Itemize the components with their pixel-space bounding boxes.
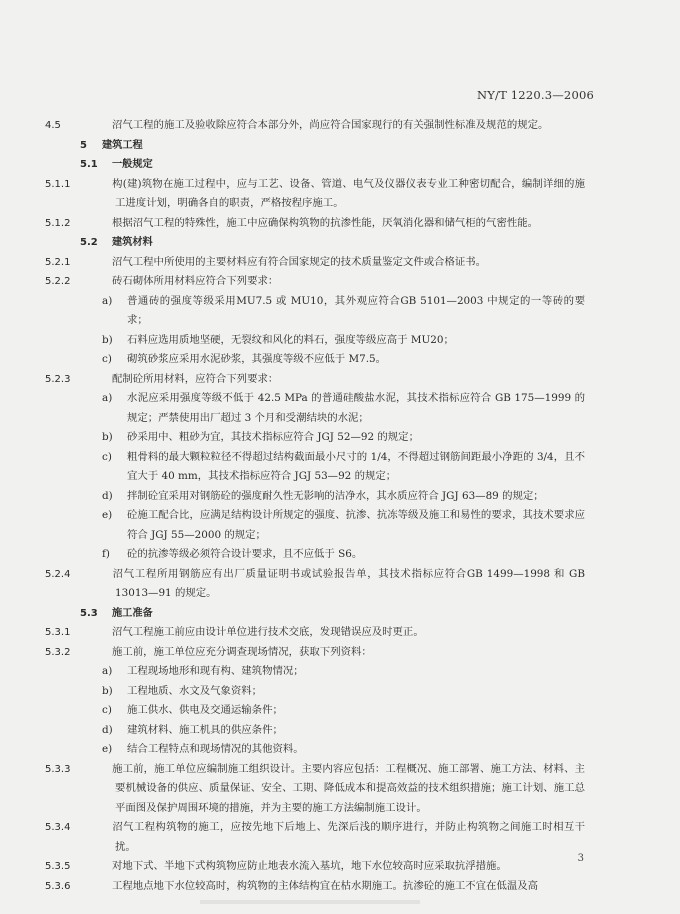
list-item: b) 砂采用中、粗砂为宜，其技术指标应符合 JGJ 52—92 的规定； <box>102 431 419 443</box>
clause-5-2-4: 5.2.4 沼气工程所用钢筋应有出厂质量证明书或试验报告单，其技术指标应符合GB 1499—1998 和 GB 13013—91 的规定。 <box>45 567 585 599</box>
list-item: f) 砼的抗渗等级必须符合设计要求，且不应低于 S6。 <box>102 548 363 560</box>
section-heading-5: 5 建筑工程 <box>80 139 143 151</box>
section-heading-5-3: 5.3 施工准备 <box>80 607 153 619</box>
list-item: a) 普通砖的强度等级采用MU7.5 或 MU10，其外观应符合GB 5101—2003 中规定的一等砖的要求； <box>102 294 585 326</box>
clause-5-3-3: 5.3.3 施工前，施工单位应编制施工组织设计。主要内容应包括：工程概况、施工部署、施工方法、材料、主要机械设备的供应、质量保证、安全、工期、降低成本和提高效益的技术组织措施；施工计划、施工总平面图及保护周围环境的措施，并为主要的施工方法编制施工设计。 <box>45 762 585 814</box>
section-heading-5-1: 5.1 一般规定 <box>80 159 153 170</box>
list-item: b) 工程地质、水文及气象资料； <box>102 684 263 697</box>
clause-5-3-2: 5.3.2 施工前，施工单位应充分调查现场情况，获取下列资料： <box>45 645 372 658</box>
page-number: 3 <box>577 853 584 864</box>
standard-number: NY/T 1220.3—2006 <box>476 88 594 102</box>
document-body <box>45 116 585 896</box>
clause-5-3-5: 5.3.5 对地下式、半地下式构筑物应防止地表水流入基坑，地下水位较高时应采取抗浮措施。 <box>45 860 507 872</box>
clause-4-5: 4.5 沼气工程的施工及验收除应符合本部分外，尚应符合国家现行的有关强制性标准及规范的规定。 <box>45 119 549 131</box>
list-item: e) 结合工程特点和现场情况的其他资料。 <box>102 743 304 755</box>
list-item: b) 石料应选用质地坚硬，无裂纹和风化的料石，强度等级应高于 MU20； <box>102 333 454 346</box>
list-item: d) 建筑材料、施工机具的供应条件； <box>102 723 283 736</box>
section-heading-5-2: 5.2 建筑材料 <box>80 237 153 248</box>
list-item: c) 砌筑砂浆应采用水泥砂浆，其强度等级不应低于 M7.5。 <box>102 353 387 365</box>
list-item: e) 砼施工配合比，应满足结构设计所规定的强度、抗渗、抗冻等级及施工和易性的要求，其技术要求应符合 JGJ 55—2000 的规定； <box>102 509 585 541</box>
list-item: a) 水泥应采用强度等级不低于 42.5 MPa 的普通硅酸盐水泥，其技术指标应符合 GB 175—1999 的规定；严禁使用出厂超过 3 个月和受潮结块的水泥； <box>102 392 585 424</box>
scan-artifact <box>200 900 420 904</box>
clause-5-2-2: 5.2.2 砖石砌体所用材料应符合下列要求： <box>45 275 279 287</box>
clause-5-3-6: 5.3.6 工程地点地下水位较高时，构筑物的主体结构宜在枯水期施工。抗渗砼的施工不宜在低温及高 <box>45 879 539 892</box>
clause-5-2-1: 5.2.1 沼气工程中所使用的主要材料应有符合国家规定的技术质量鉴定文件或合格证书。 <box>45 255 487 268</box>
list-item: c) 施工供水、供电及交通运输条件； <box>102 704 283 716</box>
list-item: a) 工程现场地形和现有构、建筑物情况； <box>102 665 304 677</box>
list-item: c) 粗骨料的最大颗粒粒径不得超过结构截面最小尺寸的 1/4，不得超过钢筋间距最小净距的 3/4，且不宜大于 40 mm，其技术指标应符合 JGJ 53—92 的规定； <box>102 450 585 482</box>
clause-5-3-1: 5.3.1 沼气工程施工前应由设计单位进行技术交底，发现错误应及时更正。 <box>45 626 424 638</box>
clause-5-1-2: 5.1.2 根据沼气工程的特殊性，施工中应确保构筑物的抗渗性能，厌氧消化器和储气柜的气密性能。 <box>45 216 539 229</box>
clause-5-1-1: 5.1.1 构(建)筑物在施工过程中，应与工艺、设备、管道、电气及仪器仪表专业工种密切配合，编制详细的施工进度计划，明确各自的职责，严格按程序施工。 <box>45 177 585 209</box>
clause-5-2-3: 5.2.3 配制砼所用材料，应符合下列要求： <box>45 372 279 385</box>
clause-5-3-4: 5.3.4 沼气工程构筑物的施工，应按先地下后地上、先深后浅的顺序进行，并防止构筑物之间施工时相互干扰。 <box>45 821 585 853</box>
list-item: d) 拌制砼宜采用对钢筋砼的强度耐久性无影响的洁净水，其水质应符合 JGJ 63—89 的规定； <box>102 489 544 502</box>
